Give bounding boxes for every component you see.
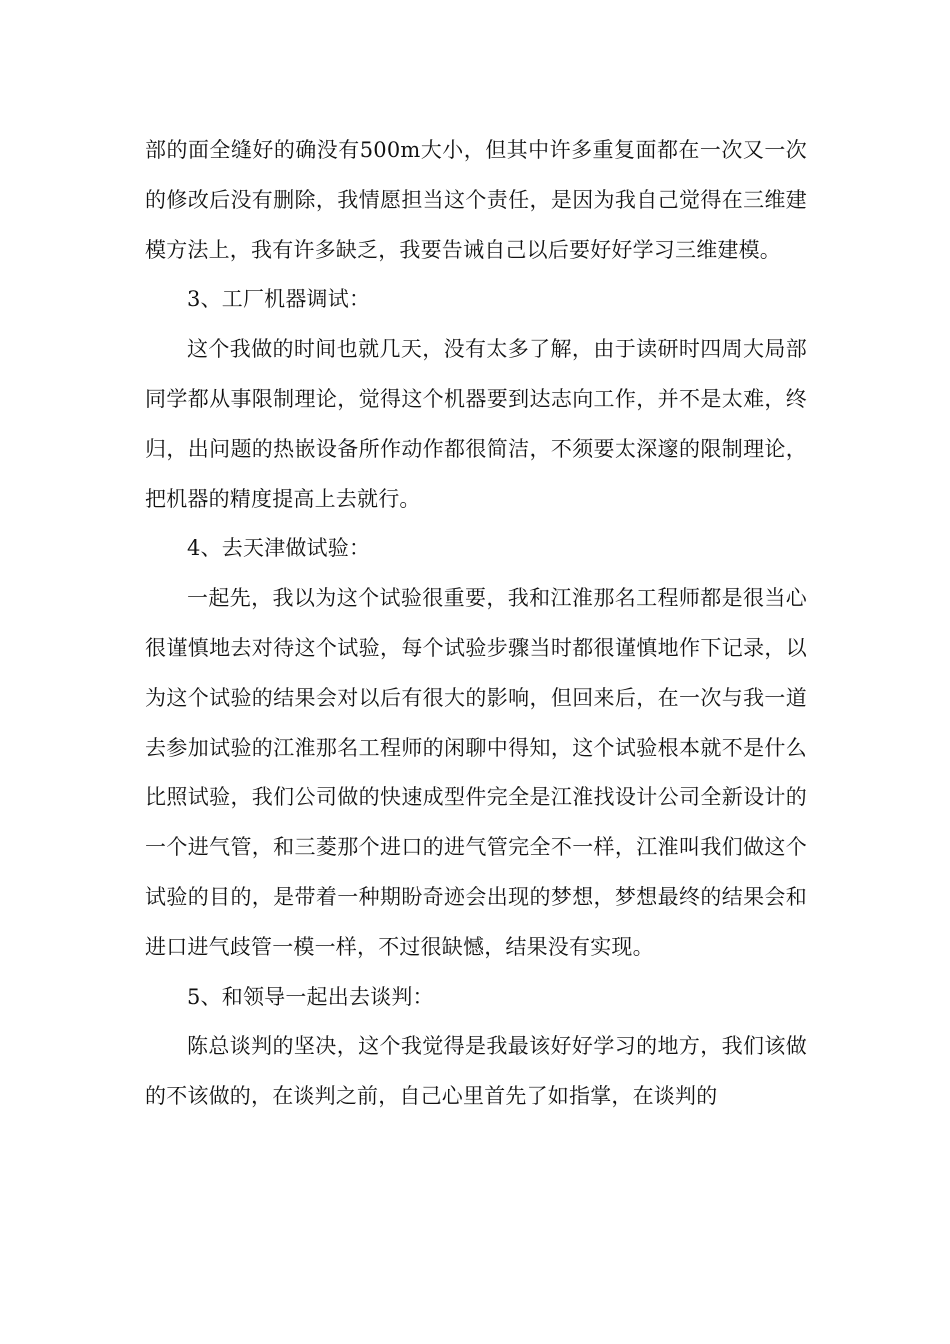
paragraph-factory-debugging: 这个我做的时间也就几天，没有太多了解，由于读研时四周大局部同学都从事限制理论，觉得这个机器要到达志向工作，并不是太难，终归，出问题的热嵌设备所作动作都很简洁，不须要太深邃的限制理论，把机器的精度提高上去就行。 bbox=[145, 337, 807, 511]
paragraph-tianjin-test: 一起先，我以为这个试验很重要，我和江淮那名工程师都是很当心很谨慎地去对待这个试验，每个试验步骤当时都很谨慎地作下记录，以为这个试验的结果会对以后有很大的影响，但回来后，在一次与我一道去参加试验的江淮那名工程师的闲聊中得知，这个试验根本就不是什么比照试验，我们公司做的快速成型件完全是江淮找设计公司全新设计的一个进气管，和三菱那个进口的进气管完全不一样，江淮叫我们做这个试验的目的，是带着一种期盼奇迹会出现的梦想，梦想最终的结果会和进口进气歧管一模一样，不过很缺憾，结果没有实现。 bbox=[145, 586, 807, 959]
paragraph-negotiation: 陈总谈判的坚决，这个我觉得是我最该好好学习的地方，我们该做的不该做的，在谈判之前，自己心里首先了如指掌，在谈判的 bbox=[145, 1034, 807, 1109]
section-heading-negotiation: 5、和领导一起出去谈判： bbox=[187, 984, 434, 1009]
paragraph-continuation: 部的面全缝好的确没有500m大小，但其中许多重复面都在一次又一次的修改后没有删除，我情愿担当这个责任，是因为我自己觉得在三维建模方法上，我有许多缺乏，我要告诫自己以后要好好学习三维建模。 bbox=[145, 138, 807, 262]
document-body bbox=[145, 126, 807, 1122]
section-heading-factory-debugging: 3、工厂机器调试： bbox=[187, 287, 371, 312]
section-heading-tianjin-test: 4、去天津做试验： bbox=[187, 536, 371, 561]
